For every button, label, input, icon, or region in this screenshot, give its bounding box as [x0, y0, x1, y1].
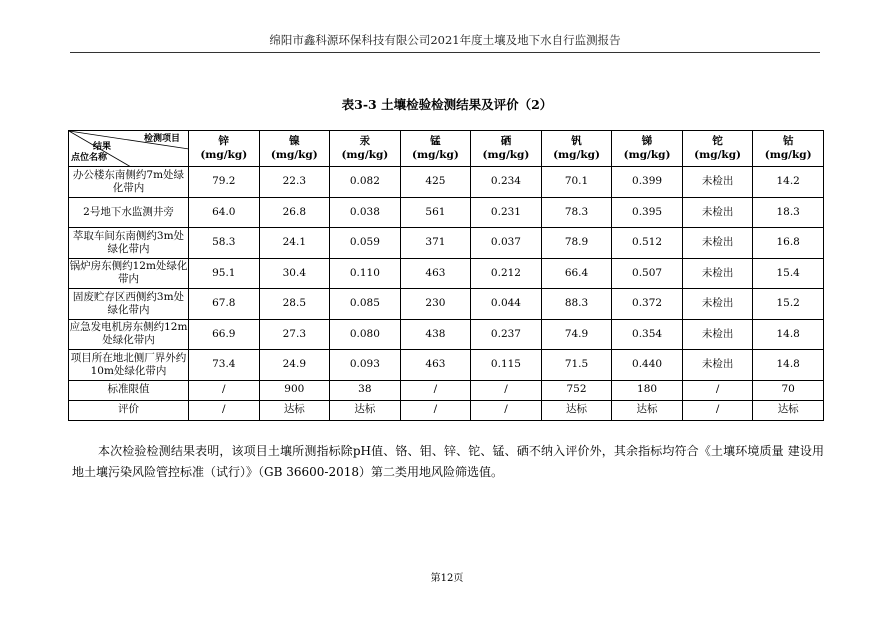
cell-value: 74.9: [541, 319, 612, 350]
cell-value: 未检出: [682, 289, 753, 320]
row-location: 办公楼东南侧约7m处绿化带内: [69, 167, 189, 198]
col-name: 钒: [571, 135, 582, 148]
col-header-thallium: [682, 131, 753, 167]
col-unit: (mg/kg): [341, 148, 389, 161]
cell-value: 79.2: [189, 167, 260, 198]
cell-value: 67.8: [189, 289, 260, 320]
col-name: 钴: [782, 135, 794, 148]
cell-value: 438: [400, 319, 471, 350]
corner-label-location: 点位名称: [71, 153, 108, 163]
row-location: 项目所在地北侧厂界外约10m处绿化带内: [69, 350, 189, 381]
col-name: 锑: [641, 135, 653, 148]
cell-value: 78.9: [541, 228, 612, 259]
cell-value: 14.2: [753, 167, 824, 198]
col-header-mercury: [330, 131, 401, 167]
cell-value: 0.512: [612, 228, 683, 259]
conclusion-paragraph: 本次检验检测结果表明，该项目土壤所测指标除pH值、铬、钼、锌、铊、锰、硒不纳入评价外，其余指标均符合《土壤环境质量 建设用地土壤污染风险管控标准（试行）》（GB 36600-2018）第二类用地风险筛选值。: [72, 444, 824, 479]
standard-limit-row: [69, 380, 824, 400]
cell-value: 70: [753, 380, 824, 400]
cell-value: 0.212: [471, 258, 542, 289]
table-row: [69, 319, 824, 350]
col-name: 锰: [430, 135, 441, 148]
cell-value: 95.1: [189, 258, 260, 289]
cell-value: 900: [259, 380, 330, 400]
cell-value: 达标: [330, 400, 401, 420]
cell-value: 0.085: [330, 289, 401, 320]
col-name: 硒: [500, 135, 512, 148]
col-unit: (mg/kg): [200, 148, 248, 161]
cell-value: 0.372: [612, 289, 683, 320]
cell-value: 463: [400, 350, 471, 381]
table-row: [69, 228, 824, 259]
cell-value: 28.5: [259, 289, 330, 320]
cell-value: 425: [400, 167, 471, 198]
cell-value: 463: [400, 258, 471, 289]
table-row: [69, 197, 824, 228]
corner-label-result: 结果: [93, 142, 112, 152]
cell-value: 未检出: [682, 258, 753, 289]
cell-value: 达标: [753, 400, 824, 420]
cell-value: /: [682, 400, 753, 420]
cell-value: /: [471, 380, 542, 400]
cell-value: 88.3: [541, 289, 612, 320]
row-location: 萃取车间东南侧约3m处绿化带内: [69, 228, 189, 259]
cell-value: 752: [541, 380, 612, 400]
col-unit: (mg/kg): [411, 148, 459, 161]
cell-value: 未检出: [682, 167, 753, 198]
cell-value: 15.2: [753, 289, 824, 320]
cell-value: 0.231: [471, 197, 542, 228]
cell-value: 24.9: [259, 350, 330, 381]
cell-value: /: [400, 380, 471, 400]
col-header-antimony: [612, 131, 683, 167]
cell-value: 未检出: [682, 319, 753, 350]
page-number: 第12页: [430, 573, 464, 584]
cell-value: 未检出: [682, 228, 753, 259]
col-name: 铊: [712, 135, 723, 148]
table-row: [69, 258, 824, 289]
table-row: [69, 350, 824, 381]
col-unit: (mg/kg): [270, 148, 318, 161]
cell-value: 达标: [541, 400, 612, 420]
cell-value: 371: [400, 228, 471, 259]
row-location: 锅炉房东侧约12m处绿化带内: [69, 258, 189, 289]
row-location: 应急发电机房东侧约12m处绿化带内: [69, 319, 189, 350]
cell-value: /: [189, 380, 260, 400]
cell-value: 0.093: [330, 350, 401, 381]
cell-value: 0.354: [612, 319, 683, 350]
row-location: 评价: [69, 400, 189, 420]
cell-value: 78.3: [541, 197, 612, 228]
cell-value: /: [189, 400, 260, 420]
cell-value: 14.8: [753, 319, 824, 350]
cell-value: 26.8: [259, 197, 330, 228]
cell-value: 73.4: [189, 350, 260, 381]
col-header-zinc: [189, 131, 260, 167]
cell-value: 66.9: [189, 319, 260, 350]
cell-value: 24.1: [259, 228, 330, 259]
col-header-selenium: [471, 131, 542, 167]
row-location: 固废贮存区西侧约3m处绿化带内: [69, 289, 189, 320]
cell-value: 230: [400, 289, 471, 320]
cell-value: 0.110: [330, 258, 401, 289]
evaluation-row: [69, 400, 824, 420]
cell-value: /: [471, 400, 542, 420]
cell-value: 58.3: [189, 228, 260, 259]
row-location: 2号地下水监测井旁: [69, 197, 189, 228]
cell-value: 0.080: [330, 319, 401, 350]
cell-value: 66.4: [541, 258, 612, 289]
col-header-vanadium: [541, 131, 612, 167]
col-header-cobalt: [753, 131, 824, 167]
cell-value: 70.1: [541, 167, 612, 198]
cell-value: 0.399: [612, 167, 683, 198]
cell-value: 0.395: [612, 197, 683, 228]
header-rule: [70, 52, 820, 53]
cell-value: 0.237: [471, 319, 542, 350]
table-row: [69, 167, 824, 198]
cell-value: 未检出: [682, 350, 753, 381]
cell-value: 71.5: [541, 350, 612, 381]
col-header-manganese: [400, 131, 471, 167]
table-header-row: [69, 131, 824, 167]
cell-value: 15.4: [753, 258, 824, 289]
cell-value: 0.440: [612, 350, 683, 381]
cell-value: 38: [330, 380, 401, 400]
cell-value: 22.3: [259, 167, 330, 198]
cell-value: 未检出: [682, 197, 753, 228]
cell-value: 0.082: [330, 167, 401, 198]
results-table: [68, 130, 824, 421]
col-unit: (mg/kg): [553, 148, 600, 161]
cell-value: 14.8: [753, 350, 824, 381]
col-unit: (mg/kg): [764, 148, 812, 161]
cell-value: 达标: [612, 400, 683, 420]
table-title: 表3-3 土壤检验检测结果及评价（2）: [341, 97, 553, 112]
cell-value: /: [682, 380, 753, 400]
corner-header-cell: [69, 131, 189, 167]
cell-value: /: [400, 400, 471, 420]
col-name: 镍: [289, 135, 300, 148]
cell-value: 18.3: [753, 197, 824, 228]
col-unit: (mg/kg): [482, 148, 530, 161]
corner-label-item: 检测项目: [143, 134, 180, 144]
cell-value: 180: [612, 380, 683, 400]
col-name: 汞: [359, 135, 371, 148]
cell-value: 16.8: [753, 228, 824, 259]
cell-value: 0.037: [471, 228, 542, 259]
table-row: [69, 289, 824, 320]
cell-value: 64.0: [189, 197, 260, 228]
cell-value: 0.038: [330, 197, 401, 228]
cell-value: 0.507: [612, 258, 683, 289]
cell-value: 0.234: [471, 167, 542, 198]
col-name: 锌: [218, 135, 230, 148]
cell-value: 达标: [259, 400, 330, 420]
cell-value: 561: [400, 197, 471, 228]
cell-value: 0.115: [471, 350, 542, 381]
col-unit: (mg/kg): [694, 148, 742, 161]
page-header: 绵阳市鑫科源环保科技有限公司2021年度土壤及地下水自行监测报告: [269, 33, 621, 47]
cell-value: 27.3: [259, 319, 330, 350]
cell-value: 0.044: [471, 289, 542, 320]
col-unit: (mg/kg): [623, 148, 671, 161]
cell-value: 30.4: [259, 258, 330, 289]
cell-value: 0.059: [330, 228, 401, 259]
row-location: 标准限值: [69, 380, 189, 400]
col-header-nickel: [259, 131, 330, 167]
